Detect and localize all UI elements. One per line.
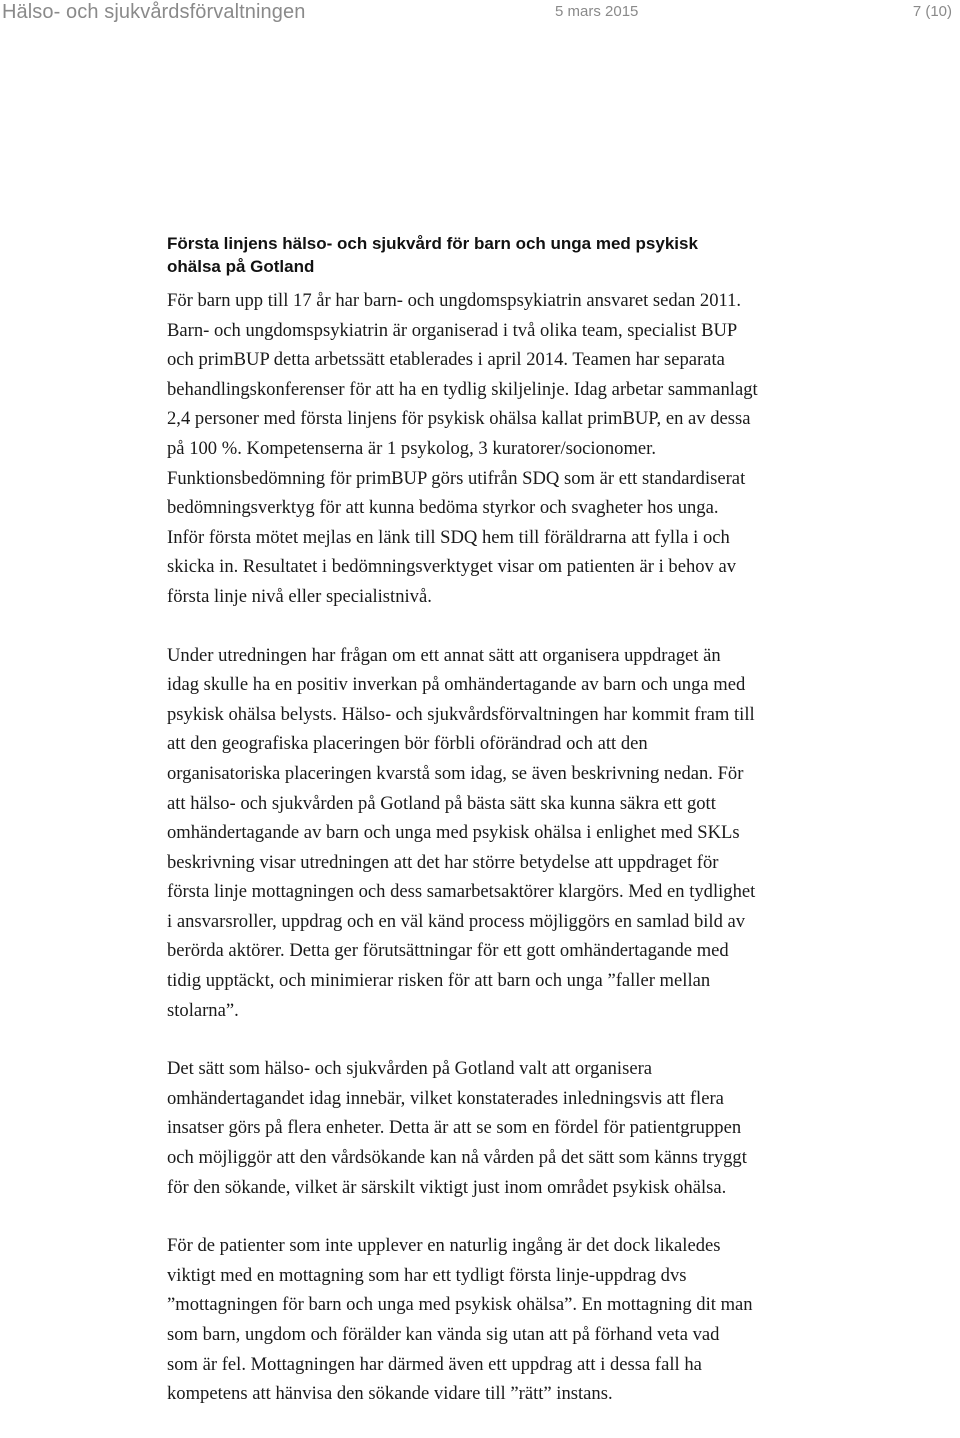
- paragraph-line: Funktionsbedömning för primBUP görs utifrån SDQ som är ett standardiserat: [167, 467, 746, 489]
- header-organization: Hälso- och sjukvårdsförvaltningen: [2, 1, 306, 23]
- paragraph-line: första linje nivå eller specialistnivå.: [167, 585, 432, 607]
- section-heading-line: ohälsa på Gotland: [167, 257, 315, 276]
- paragraph-line: för den sökande, vilket är särskilt viktigt just inom området psykisk ohälsa.: [167, 1176, 727, 1198]
- paragraph-line: ”mottagningen för barn och unga med psykisk ohälsa”. En mottagning dit man: [167, 1294, 753, 1316]
- paragraph-line: För de patienter som inte upplever en naturlig ingång är det dock likaledes: [167, 1235, 721, 1257]
- paragraph-organisering: [167, 1054, 857, 1202]
- section-heading-line: Första linjens hälso- och sjukvård för barn och unga med psykisk: [167, 234, 698, 253]
- paragraph-line: att den geografiska placeringen bör förbli oförändrad och att den: [167, 733, 648, 755]
- paragraph-line: berörda aktörer. Detta ger förutsättningar för ett gott omhändertagande med: [167, 940, 729, 962]
- paragraph-line: idag skulle ha en positiv inverkan på omhändertagande av barn och unga med: [167, 674, 746, 696]
- paragraph-line: i ansvarsroller, uppdrag och en väl känd process möjliggörs en samlad bild av: [167, 910, 746, 932]
- paragraph-line: 2,4 personer med första linjens för psykisk ohälsa kallat primBUP, en av dessa: [167, 408, 751, 430]
- paragraph-line: För barn upp till 17 år har barn- och ungdomspsykiatrin ansvaret sedan 2011.: [167, 290, 742, 311]
- paragraph-line: Under utredningen har frågan om ett annat sätt att organisera uppdraget än: [167, 644, 721, 666]
- paragraph-line: beskrivning visar utredningen att det har större betydelse att uppdraget för: [167, 851, 719, 873]
- paragraph-line: Barn- och ungdomspsykiatrin är organiserad i två olika team, specialist BUP: [167, 319, 738, 341]
- header-page-number: 7 (10): [912, 3, 952, 20]
- paragraph-line: och primBUP detta arbetssätt etablerades i april 2014. Teamen har separata: [167, 349, 725, 371]
- paragraph-line: tidig upptäckt, och minimierar risken för att barn och unga ”faller mellan: [167, 970, 711, 992]
- paragraph-line: Det sätt som hälso- och sjukvården på Gotland valt att organisera: [167, 1058, 653, 1080]
- paragraph-line: organisatoriska placeringen kvarstå som idag, se även beskrivning nedan. För: [167, 762, 744, 784]
- paragraph-line: att hälso- och sjukvården på Gotland på bästa sätt ska kunna säkra ett gott: [167, 792, 716, 814]
- paragraph-utredningen: [167, 641, 857, 1026]
- paragraph-line: behandlingskonferenser för att ha en tydlig skiljelinje. Idag arbetar sammanlagt: [167, 378, 758, 400]
- paragraph-line: skicka in. Resultatet i bedömningsverktyget visar om patienten är i behov av: [167, 556, 737, 578]
- paragraph-line: insatser görs på flera enheter. Detta är att se som en fördel för patientgruppen: [167, 1117, 742, 1139]
- paragraph-line: första linje mottagningen och dess samarbetsaktörer klargörs. Med en tydlighet: [167, 881, 756, 903]
- paragraph-mottagning: [167, 1231, 857, 1409]
- page-header: [0, 0, 960, 30]
- paragraph-line: Inför första mötet mejlas en länk till SDQ hem till föräldrarna att fylla i och: [167, 526, 730, 548]
- paragraph-primbup: [167, 286, 857, 612]
- header-date: 5 mars 2015: [555, 3, 639, 20]
- paragraph-line: omhändertagandet idag innebär, vilket konstaterades inledningsvis att flera: [167, 1087, 724, 1109]
- paragraph-line: på 100 %. Kompetenserna är 1 psykolog, 3 kuratorer/socionomer.: [167, 437, 656, 459]
- paragraph-line: bedömningsverktyg för att kunna bedöma styrkor och svagheter hos unga.: [167, 497, 719, 519]
- paragraph-line: psykisk ohälsa belysts. Hälso- och sjukvårdsförvaltningen har kommit fram till: [167, 703, 755, 725]
- paragraph-line: viktigt med en mottagning som har ett tydligt första linje-uppdrag dvs: [167, 1264, 687, 1286]
- paragraph-line: och möjliggör att den vårdsökande kan nå vården på det sätt som känns tryggt: [167, 1147, 747, 1169]
- paragraph-line: som barn, ungdom och förälder kan vända sig utan att på förhand veta vad: [167, 1324, 720, 1345]
- section-heading: [167, 232, 857, 278]
- paragraph-line: som är fel. Mottagningen har därmed även ett uppdrag att i dessa fall ha: [167, 1353, 702, 1375]
- document-body: [167, 232, 857, 1438]
- paragraph-line: kompetens att hänvisa den sökande vidare till ”rätt” instans.: [167, 1383, 613, 1405]
- paragraph-line: stolarna”.: [167, 999, 239, 1021]
- paragraph-line: omhändertagande av barn och unga med psykisk ohälsa i enlighet med SKLs: [167, 822, 740, 844]
